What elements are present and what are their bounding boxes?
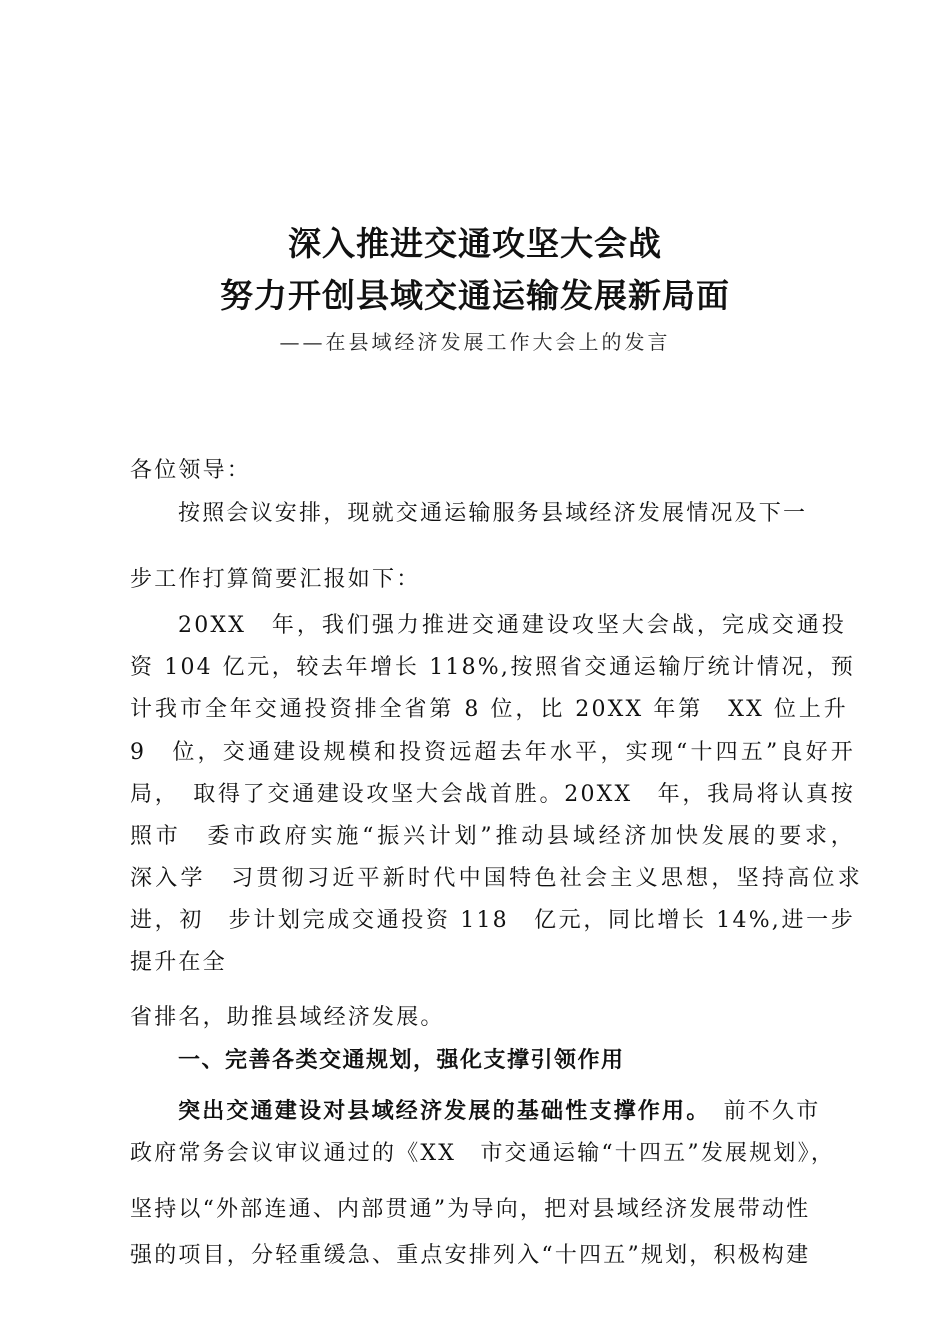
para1-line-4: 9 位，交通建设规模和投资远超去年水平，实现“十四五”良好开 bbox=[130, 740, 855, 765]
para1-line-8: 进，初 步计划完成交通投资 118 亿元，同比增长 14%,进一步 bbox=[130, 908, 855, 933]
section-1-line-2: 政府常务会议审议通过的《XX 市交通运输“十四五”发展规划》， bbox=[130, 1141, 836, 1166]
intro-line-2: 步工作打算简要汇报如下： bbox=[130, 567, 421, 592]
document-title-line-1: 深入推进交通攻坚大会战 bbox=[288, 224, 662, 263]
para1-line-9: 提升在全 bbox=[130, 950, 227, 975]
section-1-lead-bold: 突出交通建设对县域经济发展的基础性支撑作用。 bbox=[178, 1099, 700, 1124]
para1-line-7: 深入学 习贯彻习近平新时代中国特色社会主义思想，坚持高位求 bbox=[130, 866, 862, 891]
para1-line-2: 资 104 亿元，较去年增长 118%,按照省交通运输厅统计情况，预 bbox=[130, 655, 855, 680]
para1-line-5: 局， 取得了交通建设攻坚大会战首胜。20XX 年，我局将认真按 bbox=[130, 782, 855, 807]
para1-line-3: 计我市全年交通投资排全省第 8 位，比 20XX 年第 XX 位上升 bbox=[130, 697, 848, 722]
section-1-lead-rest: 前不久市 bbox=[699, 1099, 821, 1124]
section-1-line-1 bbox=[178, 1094, 913, 1125]
section-1-line-3: 坚持以“外部连通、内部贯通”为导向，把对县域经济发展带动性 bbox=[130, 1197, 811, 1222]
salutation: 各位领导： bbox=[130, 458, 252, 483]
document-title-line-2: 努力开创县域交通运输发展新局面 bbox=[220, 276, 730, 315]
para1-line-10: 省排名，助推县域经济发展。 bbox=[130, 1005, 445, 1030]
para1-line-6: 照市 委市政府实施“振兴计划”推动县域经济加快发展的要求， bbox=[130, 824, 855, 849]
section-1-heading: 一、完善各类交通规划，强化支撑引领作用 bbox=[178, 1048, 625, 1073]
document-subtitle: ——在县域经济发展工作大会上的发言 bbox=[279, 330, 671, 354]
para1-line-1: 20XX 年，我们强力推进交通建设攻坚大会战，完成交通投 bbox=[178, 613, 846, 638]
section-1-line-4: 强的项目，分轻重缓急、重点安排列入“十四五”规划，积极构建 bbox=[130, 1243, 811, 1268]
intro-line-1: 按照会议安排，现就交通运输服务县域经济发展情况及下一 bbox=[178, 501, 808, 526]
